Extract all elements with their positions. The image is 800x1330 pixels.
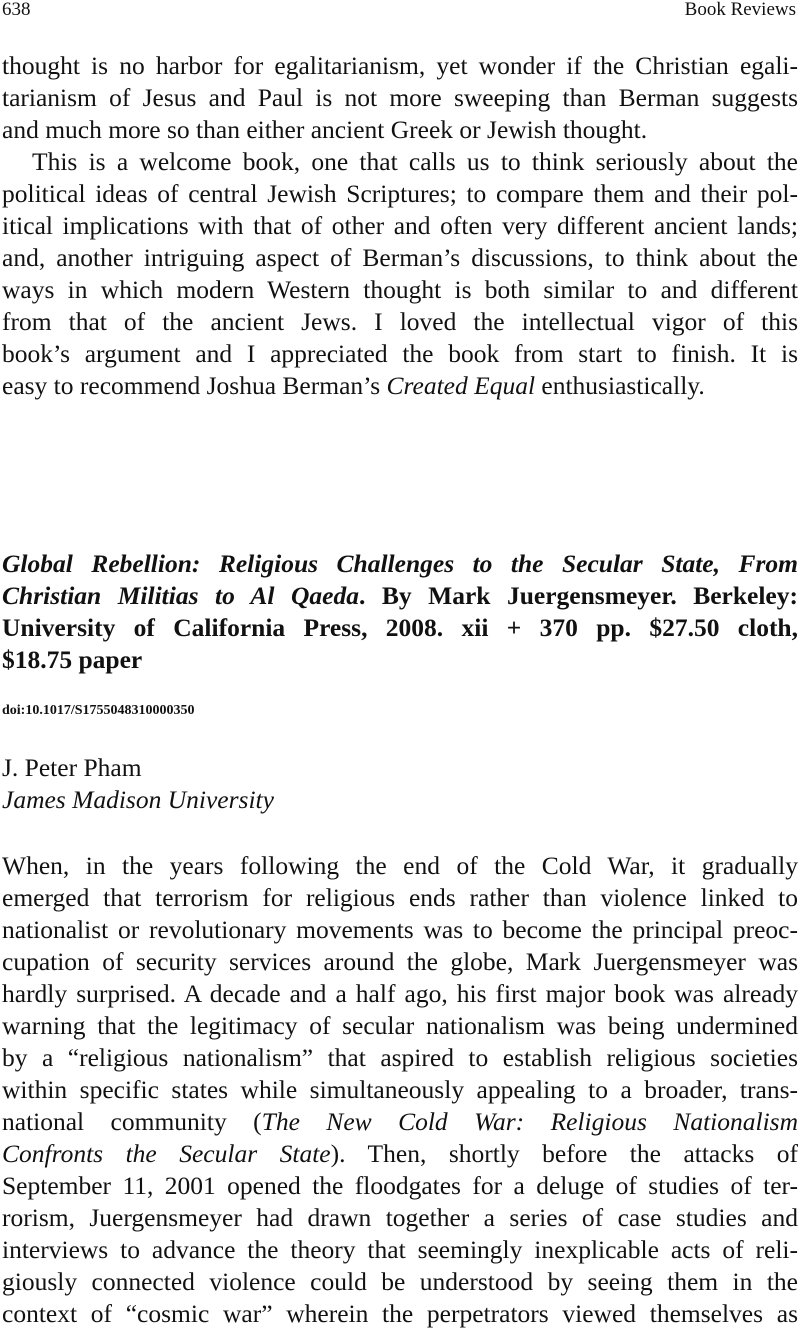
book-title-italic: Created Equal [386, 371, 536, 400]
text-line: September 11, 2001 opened the floodgates for a deluge of studies of ter- [2, 1171, 798, 1200]
page-number: 638 [2, 0, 31, 20]
text-line: political ideas of central Jewish Scriptures; to compare them and their pol- [2, 179, 798, 208]
text-line: national community (The New Cold War: Religious Nationalism [2, 1107, 798, 1136]
text-line: interviews to advance the theory that seemingly inexplicable acts of reli- [2, 1235, 798, 1264]
text-line: When, in the years following the end of the Cold War, it gradually [2, 851, 798, 880]
reviewer-affiliation: James Madison University [2, 785, 274, 814]
review-heading [2, 548, 798, 676]
text-line: and much more so than either ancient Greek or Jewish thought. [2, 115, 648, 144]
text-line: book’s argument and I appreciated the book from start to finish. It is [2, 339, 798, 368]
book-title-italic: The New Cold War: Religious Nationalism [261, 1107, 798, 1136]
book-title-italic: Confronts the Secular State [2, 1139, 331, 1168]
text-line: Confronts the Secular State). Then, shortly before the attacks of [2, 1139, 798, 1168]
text-line: nationalist or revolutionary movements was to become the principal preoc- [2, 915, 798, 944]
text-line: rorism, Juergensmeyer had drawn together a series of case studies and [2, 1203, 798, 1232]
review-title-line: Global Rebellion: Religious Challenges to the Secular State, From [2, 549, 798, 578]
running-header [0, 0, 800, 24]
review-title-line: University of California Press, 2008. xii + 370 pp. $27.50 cloth, [2, 613, 798, 642]
review-title-line: $18.75 paper [2, 645, 143, 674]
text-line: within specific states while simultaneously appealing to a broader, trans- [2, 1075, 798, 1104]
text-line: and, another intriguing aspect of Berman’s discussions, to think about the [2, 243, 798, 272]
text-line: thought is no harbor for egalitarianism, yet wonder if the Christian egali- [2, 51, 798, 80]
doi: doi:10.1017/S1755048310000350 [2, 703, 195, 718]
text-line: from that of the ancient Jews. I loved the intellectual vigor of this [2, 307, 798, 336]
text-line: warning that the legitimacy of secular nationalism was being undermined [2, 1011, 798, 1040]
review-body [2, 850, 798, 1330]
review-title-line: Christian Militias to Al Qaeda. By Mark Juergensmeyer. Berkeley: [2, 581, 798, 610]
text-line: by a “religious nationalism” that aspired to establish religious societies [2, 1043, 798, 1072]
reviewer-name: J. Peter Pham [2, 753, 142, 782]
text-line: easy to recommend Joshua Berman’s Created Equal enthusiastically. [2, 371, 705, 400]
text-line: context of “cosmic war” wherein the perpetrators viewed themselves as [2, 1299, 798, 1328]
previous-review-text [2, 50, 798, 402]
text-line: hardly surprised. A decade and a half ago, his first major book was already [2, 979, 798, 1008]
text-line: cupation of security services around the globe, Mark Juergensmeyer was [2, 947, 798, 976]
running-title: Book Reviews [684, 0, 796, 20]
text-line: giously connected violence could be understood by seeing them in the [2, 1267, 798, 1296]
text-line: This is a welcome book, one that calls us to think seriously about the [32, 147, 798, 176]
text-line: emerged that terrorism for religious ends rather than violence linked to [2, 883, 798, 912]
text-line: itical implications with that of other and often very different ancient lands; [2, 211, 798, 240]
text-line: tarianism of Jesus and Paul is not more sweeping than Berman suggests [2, 83, 798, 112]
text-line: ways in which modern Western thought is both similar to and different [2, 275, 798, 304]
